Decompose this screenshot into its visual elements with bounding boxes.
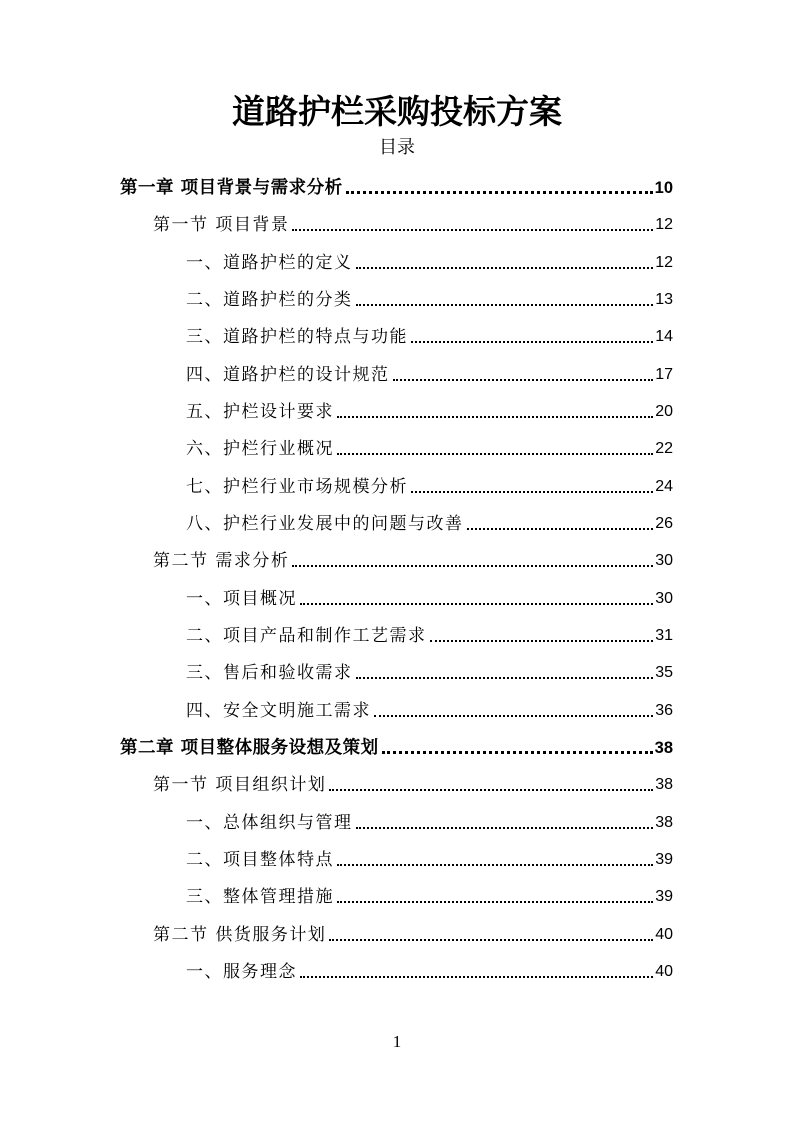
toc-entry-item[interactable] (186, 396, 673, 424)
toc-entry-label: 三、售后和验收需求 (186, 663, 353, 683)
toc-entry-page: 13 (655, 291, 673, 308)
toc-entry-item[interactable] (186, 321, 673, 349)
toc-entry-item[interactable] (186, 695, 673, 723)
toc-entry-section[interactable] (153, 919, 673, 947)
toc-entry-page: 22 (655, 440, 673, 457)
toc-entry-label: 第二节 需求分析 (153, 551, 290, 571)
toc-entry-page: 17 (655, 365, 673, 383)
toc-entry-label: 二、项目整体特点 (186, 850, 334, 870)
dot-leader (346, 191, 653, 194)
toc-entry-label: 第二章 项目整体服务设想及策划 (120, 738, 379, 758)
toc-entry-item[interactable] (186, 956, 673, 984)
toc-entry-chapter[interactable] (120, 172, 673, 200)
toc-entry-label: 一、服务理念 (186, 962, 297, 982)
toc-entry-item[interactable] (186, 284, 673, 312)
toc-entry-section[interactable] (153, 545, 673, 573)
toc-entry-label: 六、护栏行业概况 (186, 439, 334, 459)
toc-entry-page: 24 (655, 477, 673, 495)
toc-entry-label: 五、护栏设计要求 (186, 402, 334, 422)
toc-entry-label: 四、安全文明施工需求 (186, 700, 371, 721)
dot-leader (337, 453, 653, 455)
dot-leader (356, 267, 654, 269)
toc-entry-label: 一、道路护栏的定义 (186, 252, 353, 273)
dot-leader (411, 341, 653, 343)
dot-leader (430, 640, 654, 642)
toc-entry-item[interactable] (186, 844, 673, 872)
toc-entry-page: 35 (655, 664, 673, 681)
dot-leader (300, 603, 653, 605)
toc-entry-page: 12 (655, 253, 673, 271)
toc-entry-item[interactable] (186, 583, 673, 611)
toc-entry-page: 36 (655, 701, 673, 719)
toc-entry-page: 26 (655, 515, 673, 532)
toc-entry-page: 38 (655, 776, 673, 793)
toc-entry-chapter[interactable] (120, 732, 673, 760)
toc-entry-label: 四、道路护栏的设计规范 (186, 364, 390, 385)
toc-entry-item[interactable] (186, 471, 673, 499)
dot-leader (467, 528, 654, 530)
toc-entry-label: 第一节 项目组织计划 (153, 775, 327, 795)
toc-entry-page: 40 (655, 963, 673, 980)
toc-entry-page: 12 (655, 216, 673, 233)
toc-entry-label: 七、护栏行业市场规模分析 (186, 476, 408, 497)
toc-entry-label: 二、道路护栏的分类 (186, 290, 353, 310)
dot-leader (292, 229, 653, 231)
toc-entry-page: 31 (655, 627, 673, 644)
dot-leader (393, 379, 654, 381)
toc-entry-label: 一、项目概况 (186, 588, 297, 609)
dot-leader (337, 901, 653, 903)
toc-entry-page: 30 (655, 552, 673, 569)
document-title: 道路护栏采购投标方案 (232, 92, 562, 131)
toc-entry-item[interactable] (186, 881, 673, 909)
toc-entry-page: 20 (655, 403, 673, 420)
dot-leader (337, 864, 653, 866)
toc-entry-label: 第一节 项目背景 (153, 215, 290, 235)
toc-entry-item[interactable] (186, 433, 673, 461)
dot-leader (329, 789, 653, 791)
dot-leader (411, 491, 653, 493)
dot-leader (356, 827, 654, 829)
toc-entry-page: 40 (655, 925, 673, 943)
dot-leader (374, 715, 653, 717)
toc-entry-section[interactable] (153, 769, 673, 797)
toc-entry-item[interactable] (186, 620, 673, 648)
dot-leader (337, 416, 653, 418)
toc-heading: 目录 (379, 137, 415, 158)
toc-entry-item[interactable] (186, 247, 673, 275)
dot-leader (382, 751, 653, 754)
toc-entry-item[interactable] (186, 359, 673, 387)
toc-entry-page: 39 (655, 851, 673, 868)
toc-entry-label: 八、护栏行业发展中的问题与改善 (186, 514, 464, 534)
dot-leader (356, 304, 654, 306)
toc-entry-item[interactable] (186, 657, 673, 685)
toc-entry-section[interactable] (153, 209, 673, 237)
toc-entry-page: 38 (654, 739, 673, 757)
toc-entry-page: 10 (654, 179, 673, 197)
toc-entry-page: 30 (655, 589, 673, 607)
toc-entry-label: 二、项目产品和制作工艺需求 (186, 626, 427, 646)
dot-leader (356, 677, 654, 679)
toc-entry-item[interactable] (186, 807, 673, 835)
toc-entry-label: 第二节 供货服务计划 (153, 924, 327, 945)
toc-entry-page: 39 (655, 888, 673, 905)
toc-entry-label: 第一章 项目背景与需求分析 (120, 178, 343, 198)
toc-entry-page: 14 (655, 328, 673, 345)
dot-leader (292, 565, 653, 567)
dot-leader (300, 976, 653, 978)
toc-entry-page: 38 (655, 813, 673, 831)
toc-entry-item[interactable] (186, 508, 673, 536)
page-number: 1 (392, 1032, 402, 1051)
toc-entry-label: 一、总体组织与管理 (186, 812, 353, 833)
toc-entry-label: 三、道路护栏的特点与功能 (186, 327, 408, 347)
dot-leader (329, 939, 653, 941)
toc-entry-label: 三、整体管理措施 (186, 887, 334, 907)
